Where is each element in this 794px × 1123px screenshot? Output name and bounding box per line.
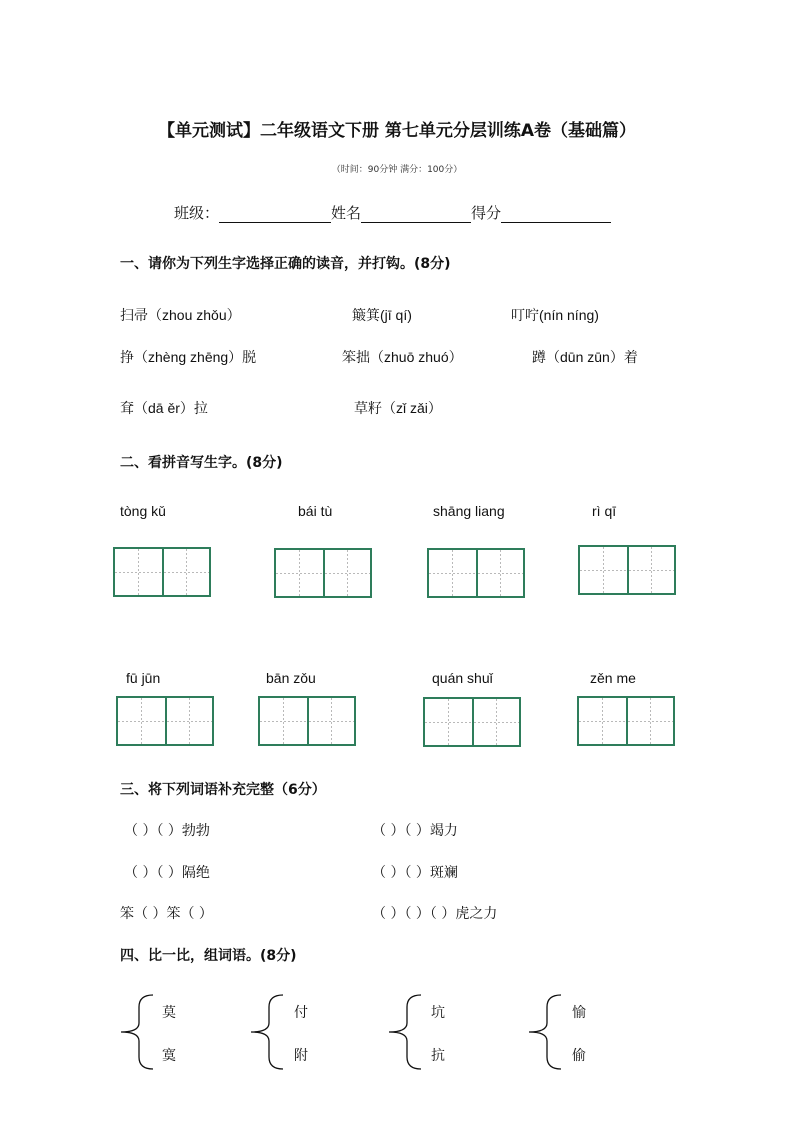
name-blank[interactable] [361, 206, 471, 223]
score-blank[interactable] [501, 206, 611, 223]
pinyin-label: quán shuǐ [432, 670, 493, 686]
compare-char: 寞 [162, 1048, 176, 1064]
fill-in-item[interactable]: （ ）（ ）（ ）虎之力 [372, 906, 498, 922]
pinyin-label: rì qī [592, 503, 617, 519]
section-4-heading: 四、比一比，组词语。(8分) [120, 948, 297, 964]
fill-in-item[interactable]: （ ）（ ）竭力 [372, 823, 458, 839]
pinyin-label: shāng liang [433, 503, 505, 519]
fill-in-item[interactable]: 笨（ ）笨（ ） [120, 906, 213, 922]
class-blank[interactable] [219, 206, 331, 223]
compare-char: 坑 [431, 1005, 445, 1021]
fill-in-item[interactable]: （ ）（ ）斑斓 [372, 865, 458, 881]
reading-item[interactable]: 蹲（dūn zūn）着 [532, 349, 638, 365]
compare-char: 愉 [572, 1005, 586, 1021]
pinyin-label: fū jūn [126, 670, 161, 686]
pinyin-label: tòng kǔ [120, 503, 166, 519]
class-label: 班级： [174, 204, 220, 222]
reading-item[interactable]: 挣（zhèng zhēng）脱 [120, 349, 257, 365]
section-3-heading: 三、将下列词语补充完整（6分） [120, 782, 326, 798]
writing-grid[interactable] [274, 548, 372, 598]
brace-icon [525, 993, 565, 1071]
writing-grid[interactable] [423, 697, 521, 747]
reading-item[interactable]: 叮咛(nín níng) [511, 307, 599, 323]
compare-char: 抗 [431, 1048, 445, 1064]
pinyin-label: bān zǒu [266, 670, 316, 686]
reading-item[interactable]: 簸箕(jī qí) [352, 307, 412, 323]
pinyin-label: bái tù [298, 503, 333, 519]
writing-grid[interactable] [113, 547, 211, 597]
writing-grid[interactable] [258, 696, 356, 746]
writing-grid[interactable] [427, 548, 525, 598]
compare-char: 付 [294, 1005, 308, 1021]
name-label: 姓名 [331, 204, 362, 222]
exam-subtitle: （时间：90分钟 满分：100分） [331, 165, 463, 175]
brace-icon [117, 993, 157, 1071]
brace-icon [385, 993, 425, 1071]
fill-in-item[interactable]: （ ）（ ）隔绝 [124, 865, 210, 881]
score-label: 得分 [471, 204, 502, 222]
compare-char: 莫 [162, 1005, 176, 1021]
student-info [174, 202, 611, 223]
reading-item[interactable]: 耷（dā ěr）拉 [120, 400, 208, 416]
reading-item[interactable]: 草籽（zǐ zǎi） [354, 400, 442, 416]
compare-char: 偷 [572, 1048, 586, 1064]
pinyin-label: zěn me [590, 670, 636, 686]
fill-in-item[interactable]: （ ）（ ）勃勃 [124, 823, 210, 839]
brace-icon [247, 993, 287, 1071]
reading-item[interactable]: 笨拙（zhuō zhuó） [342, 349, 463, 365]
page-title: 【单元测试】二年级语文下册 第七单元分层训练A卷（基础篇） [157, 121, 637, 141]
section-1-heading: 一、请你为下列生字选择正确的读音，并打钩。(8分) [120, 256, 451, 272]
writing-grid[interactable] [577, 696, 675, 746]
section-2-heading: 二、看拼音写生字。(8分) [120, 455, 283, 471]
writing-grid[interactable] [578, 545, 676, 595]
compare-char: 附 [294, 1048, 308, 1064]
reading-item[interactable]: 扫帚（zhou zhǒu） [120, 307, 241, 323]
writing-grid[interactable] [116, 696, 214, 746]
